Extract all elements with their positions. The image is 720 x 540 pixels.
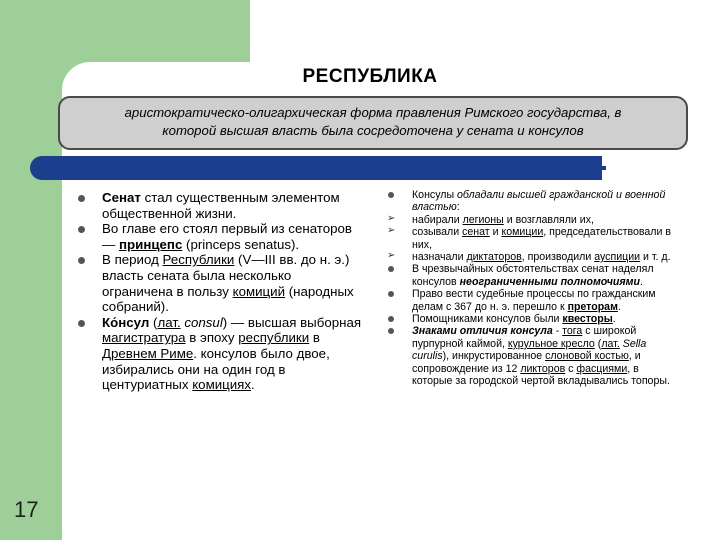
- link-princeps[interactable]: принцепс: [119, 236, 183, 252]
- link-latin[interactable]: лат.: [601, 337, 620, 350]
- latin-term: consul: [184, 314, 223, 330]
- link-legions[interactable]: легионы: [462, 213, 504, 226]
- list-item: [78, 315, 364, 393]
- text: набирали: [412, 213, 463, 226]
- bullet-icon: [388, 328, 394, 334]
- text: и т. д.: [640, 251, 671, 264]
- term: Ко́нсул: [102, 314, 150, 330]
- bullet-icon: [388, 266, 394, 272]
- text: ), инкрустированное: [442, 350, 546, 363]
- link-republic[interactable]: Республики: [162, 252, 235, 268]
- list-item: [388, 288, 680, 313]
- text: стал существенным элементом общественной жизни.: [102, 190, 340, 221]
- divider-bar: [30, 156, 602, 180]
- emphasis: неограниченными полномочиями: [459, 275, 640, 288]
- text: .: [639, 275, 643, 288]
- text: в: [309, 330, 320, 346]
- link-praetors[interactable]: преторам: [567, 300, 618, 313]
- slide-number: 17: [14, 497, 39, 522]
- text: с: [565, 362, 577, 375]
- text: .: [251, 377, 255, 393]
- link-latin[interactable]: лат.: [157, 314, 181, 330]
- definition-line: аристократическо-олигархическая форма правления Римского государства, в: [124, 105, 622, 120]
- right-list: [388, 189, 680, 388]
- link-toga[interactable]: тога: [562, 325, 583, 338]
- side-band: [0, 0, 62, 540]
- bullet-icon: [388, 291, 394, 297]
- link-republic-era[interactable]: республики: [238, 330, 310, 346]
- link-senate[interactable]: сенат: [462, 226, 490, 239]
- list-item: [78, 190, 364, 221]
- list-item: [388, 325, 680, 387]
- list-item: [388, 189, 680, 214]
- term: Сенат: [102, 190, 141, 205]
- text: :: [456, 201, 460, 214]
- link-curule-chair[interactable]: курульное кресло: [507, 337, 595, 350]
- latin-term: Sella curulis: [412, 337, 647, 363]
- text: назначали: [412, 251, 467, 264]
- text: В чрезвычайных обстоятельствах сенат наделял консулов: [412, 263, 654, 288]
- arrow-bullet-icon: ➢: [387, 212, 396, 224]
- page-title: РЕСПУБЛИКА: [302, 66, 438, 87]
- text: (: [594, 337, 602, 350]
- text: в эпоху: [185, 330, 239, 346]
- list-item: [78, 252, 364, 314]
- text: В период: [102, 252, 163, 268]
- bullet-icon: [78, 320, 85, 327]
- bullet-icon: [388, 316, 394, 322]
- bullet-icon: [388, 192, 394, 198]
- list-item: [388, 214, 680, 226]
- text: и: [489, 226, 502, 239]
- definition-box: [58, 96, 688, 150]
- link-ivory[interactable]: слоновой костью: [545, 350, 629, 363]
- text: (народных собраний).: [102, 283, 354, 315]
- text: .: [612, 313, 616, 326]
- arrow-bullet-icon: ➢: [387, 250, 396, 262]
- text: ) — высшая выборная: [222, 314, 362, 330]
- definition-line: которой высшая власть была сосредоточена у сената и консулов: [162, 123, 584, 138]
- list-item: [388, 251, 680, 263]
- top-band: [0, 0, 250, 62]
- link-lictors[interactable]: ликторов: [520, 362, 566, 375]
- text: (V—III вв. до н. э.) власть сената была несколько ограничена в пользу: [102, 252, 350, 299]
- link-magistracy[interactable]: магистратура: [102, 330, 186, 346]
- link-dictators[interactable]: диктаторов: [466, 251, 522, 264]
- link-ancient-rome[interactable]: Древнем Риме: [102, 345, 194, 361]
- text: . консулов было двое, избирались они на один год в центуриатных: [102, 345, 330, 393]
- list-item: [388, 263, 680, 288]
- divider-dot: [602, 166, 606, 170]
- text: с широкой пурпурной каймой,: [412, 325, 637, 350]
- arrow-bullet-icon: ➢: [387, 225, 396, 237]
- bullet-icon: [78, 195, 85, 202]
- link-comitia[interactable]: комиций: [232, 283, 286, 299]
- text: , председательствовали в них,: [412, 226, 671, 251]
- text: , и сопровождение из 12: [412, 350, 641, 375]
- link-comitia[interactable]: комиции: [501, 226, 544, 239]
- bullet-icon: [78, 257, 85, 264]
- left-list: [78, 190, 364, 393]
- emphasis: обладали высшей гражданской и военной властью: [412, 189, 666, 214]
- link-quaestors[interactable]: квесторы: [562, 313, 613, 326]
- link-auspices[interactable]: ауспиции: [594, 251, 641, 264]
- link-fasces[interactable]: фасциями: [576, 362, 628, 375]
- bullet-icon: [78, 226, 85, 233]
- list-item: [388, 226, 680, 251]
- text: Помощниками консулов были: [412, 313, 563, 326]
- text: Консулы: [412, 189, 458, 201]
- list-item: [78, 221, 364, 252]
- text: Право вести судебные процессы по гражданским делам с 367 до н. э. перешло к: [412, 288, 656, 313]
- text: созывали: [412, 226, 463, 239]
- text: .: [617, 300, 621, 313]
- text: (: [149, 314, 158, 330]
- list-item: [388, 313, 680, 325]
- link-comitia-centuriata[interactable]: комициях: [192, 377, 252, 393]
- text: -: [552, 325, 563, 338]
- emphasis: Знаками отличия консула: [412, 325, 553, 338]
- text: , производили: [521, 251, 595, 264]
- text: и возглавляли их,: [503, 213, 594, 226]
- text: , в которые за городской чертой вкладывались топоры.: [412, 362, 670, 388]
- text: Во главе его стоял первый из сенаторов —: [102, 221, 352, 252]
- text: (princeps senatus).: [182, 236, 300, 252]
